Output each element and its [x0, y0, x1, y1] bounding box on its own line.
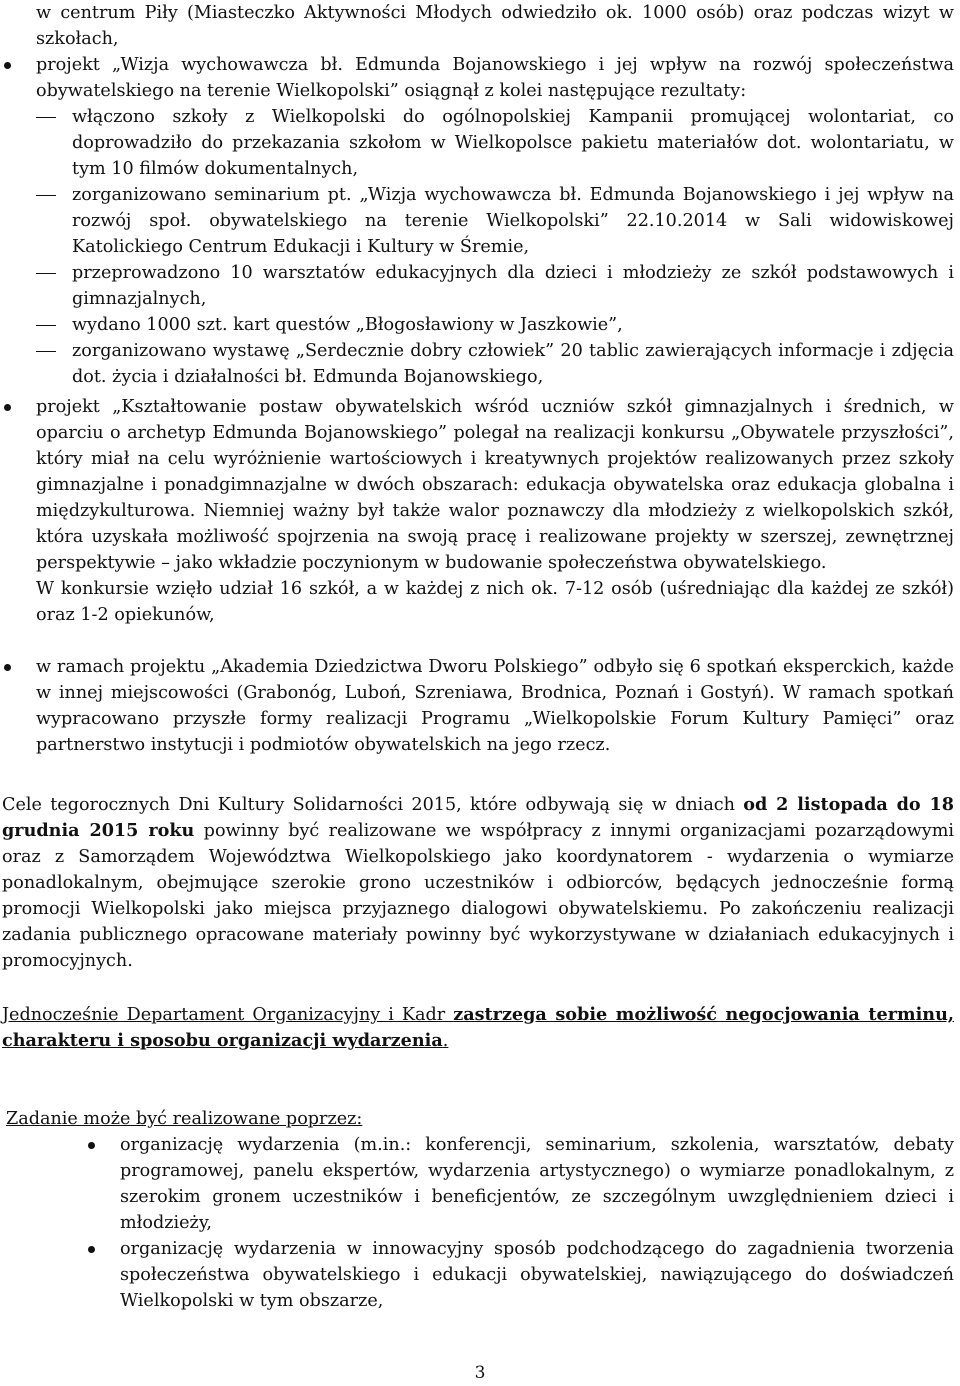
reservation-paragraph: [2, 1002, 954, 1054]
dash-text: zorganizowano seminarium pt. „Wizja wychowawcza bł. Edmunda Bojanowskiego i jej wpływ na rozwój społ. obywatelskiego na terenie Wielkopolski” 22.10.2014 w Sali widowiskowej Katolickiego Centrum Edukacji i Kultury w Śremie,: [72, 185, 954, 257]
dash-text: wydano 1000 szt. kart questów „Błogosławiony w Jaszkowie”,: [72, 315, 623, 335]
dash-text: zorganizowano wystawę „Serdecznie dobry człowiek” 20 tablic zawierających informacje i zdjęcia dot. życia i działalności bł. Edmunda Bojanowskiego,: [72, 341, 954, 387]
dash-item-questy: [72, 312, 954, 338]
bullet-item-wizja: [36, 52, 954, 104]
task-item-text: organizację wydarzenia w innowacyjny sposób podchodzącego do zagadnienia tworzenia społeczeństwa obywatelskiego i edukacji obywatelskiej, nawiązującego do doświadczeń Wielkopolski w tym obszarze,: [120, 1239, 954, 1311]
bullet-icon: [4, 62, 11, 69]
task-heading: [6, 1106, 954, 1132]
goals-paragraph: [2, 792, 954, 974]
goals-text-start: Cele tegorocznych Dni Kultury Solidarności 2015, które odbywają się w dniach: [2, 795, 744, 815]
continuation-text: w centrum Piły (Miasteczko Aktywności Młodych odwiedziło ok. 1000 osób) oraz podczas wizyt w szkołach,: [36, 3, 954, 49]
dash-icon: [36, 325, 56, 326]
goals-text: [2, 792, 954, 974]
dash-icon: [36, 273, 56, 274]
task-item-innowacja: [120, 1236, 954, 1314]
dash-item-seminarium: [72, 182, 954, 260]
dash-icon: [36, 195, 56, 196]
reservation-period: .: [442, 1031, 449, 1051]
reservation-lead: Jednocześnie Departament Organizacyjny i Kadr: [2, 1005, 454, 1025]
bullet-icon: [4, 404, 11, 411]
dash-item-warsztaty: [72, 260, 954, 312]
dash-item-wolontariat: [72, 104, 954, 182]
bullet-text: projekt „Wizja wychowawcza bł. Edmunda Bojanowskiego i jej wpływ na rozwój społeczeństwa obywatelskiego na terenie Wielkopolski” osiągnął z kolei następujące rezultaty:: [36, 55, 954, 101]
dash-text: przeprowadzono 10 warsztatów edukacyjnych dla dzieci i młodzieży ze szkół podstawowych i gimnazjalnych,: [72, 263, 954, 309]
dash-icon: [36, 117, 56, 118]
page-number: 3: [474, 1363, 486, 1383]
bullet-icon: [88, 1142, 95, 1149]
bullet-text: w ramach projektu „Akademia Dziedzictwa Dworu Polskiego” odbyło się 6 spotkań eksperckich, każde w innej miejscowości (Grabonóg, Luboń, Szreniawa, Brodnica, Poznań i Gostyń). W ramach spotkań wypracowano przyszłe formy realizacji Programu „Wielkopolskie Forum Kultury Pamięci” oraz partnerstwo instytucji i podmiotów obywatelskich na jego rzecz.: [36, 657, 954, 755]
bullet-text-continued: W konkursie wzięło udział 16 szkół, a w każdej z nich ok. 7-12 osób (uśredniając dla każdej ze szkół) oraz 1-2 opiekunów,: [36, 579, 954, 625]
goals-text-end: powinny być realizowane we współpracy z innymi organizacjami pozarządowymi oraz z Samorządem Województwa Wielkopolskiego jako koordynatorem - wydarzenia o wymiarze ponadlokalnym, obejmujące szerokie grono uczestników i odbiorców, będących jednocześnie formą promocji Wielkopolski jako miejsca przyjaznego dialogowi obywatelskiemu. Po zakończeniu realizacji zadania publicznego opracowane materiały powinny być wykorzystywane w działaniach edukacyjnych i promocyjnych.: [2, 821, 954, 971]
bullet-text: projekt „Kształtowanie postaw obywatelskich wśród uczniów szkół gimnazjalnych i średnich, w oparciu o archetyp Edmunda Bojanowskiego” polegał na realizacji konkursu „Obywatele przyszłości”, który miał na celu wyróżnienie wartościowych i kreatywnych projektów realizowanych przez szkoły gimnazjalne i ponadgimnazjalne w dwóch obszarach: edukacja obywatelska oraz edukacja globalna i międzykulturowa. Niemniej ważny był także walor poznawczy dla młodzieży z wielkopolskich szkół, która uzyskała możliwość spojrzenia na swoją pracę i realizowane projekty w szerszej, zewnętrznej perspektywie – jako wkładzie poczynionym w budowanie społeczeństwa obywatelskiego.: [36, 397, 954, 573]
dash-text: włączono szkoły z Wielkopolski do ogólnopolskiej Kampanii promującej wolontariat, co doprowadziło do przekazania szkołom w Wielkopolsce pakietu materiałów dot. wolontariatu, w tym 10 filmów dokumentalnych,: [72, 107, 954, 179]
task-heading-text: Zadanie może być realizowane poprzez:: [6, 1109, 363, 1129]
task-item-text: organizację wydarzenia (m.in.: konferencji, seminarium, szkolenia, warsztatów, debaty programowej, panelu ekspertów, wydarzenia artystycznego) o wymiarze ponadlokalnym, z szerokim gronem uczestników i beneficjentów, ze szczególnym uwzględnieniem dzieci i młodzieży,: [120, 1135, 954, 1233]
continuation-paragraph: [36, 0, 954, 52]
goals-dates: od 2 listopada do 18 grudnia 2015 roku: [2, 794, 954, 841]
bullet-item-ksztaltowanie: [36, 394, 954, 628]
dash-icon: [36, 351, 56, 352]
bullet-icon: [88, 1246, 95, 1253]
bullet-item-akademia: [36, 654, 954, 758]
bullet-icon: [4, 664, 11, 671]
reservation-text: [2, 1002, 954, 1054]
task-item-organizacja: [120, 1132, 954, 1236]
dash-item-wystawa: [72, 338, 954, 390]
reservation-bold: zastrzega sobie możliwość negocjowania terminu, charakteru i sposobu organizacji wydarzenia: [2, 1004, 954, 1051]
